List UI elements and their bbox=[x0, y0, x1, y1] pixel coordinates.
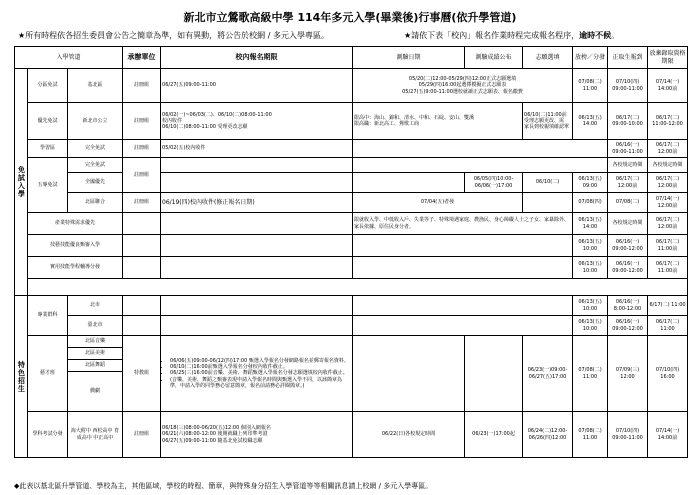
group-special-label: 特色招生 bbox=[15, 296, 28, 458]
cell-exam bbox=[353, 103, 523, 140]
cell-empty bbox=[353, 158, 608, 173]
cell-waive: 6/17(二) 11:00 bbox=[648, 296, 688, 316]
cell-school: 05/02(五)校內收件 bbox=[161, 140, 353, 158]
cell-region: 北區舞蹈 bbox=[68, 360, 123, 372]
table-row bbox=[15, 158, 688, 173]
cell-enroll: 06/17(二) 09:00-10:00 bbox=[608, 103, 648, 140]
cell-release: 06/13(五) 10:00 bbox=[573, 235, 608, 257]
header-waive: 放棄錄取資格期限 bbox=[648, 47, 688, 69]
cell-school bbox=[161, 296, 353, 316]
cell-empty bbox=[353, 296, 573, 316]
line: 校內收件 bbox=[162, 117, 183, 124]
header-enroll: 正取生報到 bbox=[608, 47, 648, 69]
cell-waive: 06/17(二) 12:00前 bbox=[648, 173, 688, 193]
cell-region: 戲劇 bbox=[68, 372, 123, 412]
cell-waive: 06/17(二) 12:00前 bbox=[648, 140, 688, 158]
cell-channel: 技藝技能優良甄審入學 bbox=[28, 235, 123, 257]
cell-empty bbox=[353, 140, 608, 158]
cell-waive: 各校規定時間 bbox=[648, 158, 688, 173]
document-title: 新北市立鶯歌高級中學 114年多元入學(畢業後)行事曆(依升學管道) bbox=[183, 11, 517, 24]
cell-unit bbox=[123, 213, 161, 235]
cell-region: 全國優先 bbox=[68, 173, 123, 193]
cell-enroll: 06/16(一) 8:00-12:00 bbox=[608, 296, 648, 316]
school-notes-list bbox=[162, 358, 351, 389]
cell-school bbox=[161, 412, 353, 458]
cell-region: 基北區 bbox=[68, 69, 123, 103]
cell-enroll: 06/16(一) 09:00-12:00 bbox=[608, 235, 648, 257]
cell-waive: 07/14(一) 14:00前 bbox=[648, 412, 688, 458]
line: 12:00前 bbox=[657, 202, 678, 209]
cell-release: 06/13(五) 10:00 bbox=[573, 316, 608, 336]
cell-release: 06/13(五) 10:00 bbox=[573, 296, 608, 316]
list-item: • 06/06(五)09:00-06/12(四)17:00 甄選入學報名分發網路報名並郵寄報名資料。 bbox=[170, 358, 351, 364]
cell-waive: 06/17(二) 12:00前 bbox=[648, 213, 688, 235]
cell-release: 07/08(二) 11:00 bbox=[573, 69, 608, 103]
table-row bbox=[15, 296, 688, 316]
line: 受理志願更改、需 bbox=[524, 117, 565, 124]
cell-empty bbox=[353, 235, 573, 257]
cell-school bbox=[161, 235, 353, 257]
cell-release: 07/08(二) 11:00 bbox=[573, 412, 608, 458]
cell-channel: 專業群科 bbox=[28, 296, 68, 336]
cell-release: 06/13(五) 14:00 bbox=[573, 103, 608, 140]
table-row bbox=[15, 213, 688, 235]
line: 06/02(一)~06/03(二)、06/10(二)08:00-11:00 bbox=[162, 111, 272, 118]
table-header-row bbox=[15, 47, 688, 69]
header-unit: 承辦單位 bbox=[123, 47, 161, 69]
cell-exam: 06/22(日)各校規定時間 bbox=[353, 412, 465, 458]
cell-score: 06/23(一)17:00起 bbox=[465, 412, 523, 458]
cell-school bbox=[161, 158, 353, 173]
cell-unit: 註冊組 bbox=[123, 412, 161, 458]
cell-release: 07/08(二) 11:00 bbox=[573, 336, 608, 412]
cell-channel: 學習區 bbox=[28, 140, 68, 158]
table-row bbox=[15, 257, 688, 279]
table-row bbox=[15, 235, 688, 257]
cell-choice bbox=[523, 103, 573, 140]
cell-enroll: 各校規定時間 bbox=[608, 213, 648, 235]
footnote: ◆此表以基北區升學管道、學校為主，其他區域，學校的時程、簡章，與特殊身分招生入學管道等等相關訊息請上校網 / 多元入學專區。 bbox=[14, 482, 433, 490]
cell-school bbox=[161, 103, 353, 140]
cell-region: 海大附中 西松高中 育成高中 中正高中 bbox=[68, 412, 123, 458]
cell-release: 06/13(五) 14:00 bbox=[573, 213, 608, 235]
cell-score bbox=[465, 336, 523, 412]
cell-empty bbox=[353, 316, 573, 336]
cell-score: 07/04(五)者發 bbox=[353, 193, 523, 213]
line: 06/10(二)08:00-11:00 受理更改志願 bbox=[162, 124, 248, 131]
cell-enroll: 07/09(三) 12:00 bbox=[608, 336, 648, 412]
cell-empty bbox=[353, 257, 573, 279]
line: 07/14(一) bbox=[655, 196, 680, 203]
cell-region: 完全免試 bbox=[68, 158, 123, 173]
cell-unit bbox=[123, 296, 161, 316]
cell-channel: 藝才班 bbox=[28, 336, 68, 412]
cell-enroll: 06/16(一) 09:00-11:00 bbox=[608, 140, 648, 158]
table-row bbox=[15, 69, 688, 103]
line: 06/27(五)09:00-11:00 隨基北免試校職志願 bbox=[162, 437, 263, 444]
cell-channel: 五專免試 bbox=[28, 158, 68, 213]
header-release: 放榜／分發 bbox=[573, 47, 608, 69]
cell-enroll: 各校規定時間 bbox=[608, 158, 648, 173]
header-school: 校內報名期限 bbox=[161, 47, 353, 69]
line: 限高中：海山、錦和、清水、中和、石碇、安山、雙溪 bbox=[354, 114, 475, 121]
cell-enroll: 06/16(一) 09:00-12:00 bbox=[608, 257, 648, 279]
note-right-text: ★請依下表「校內」報名作業時程完成報名程序， bbox=[404, 31, 580, 40]
cell-waive: 06/17(二) 11:00-12:00 bbox=[648, 103, 688, 140]
cell-waive: 06/17(二) 11:00前 bbox=[648, 257, 688, 279]
cell-unit bbox=[123, 316, 161, 336]
cell-region: 臺北市 bbox=[68, 316, 123, 336]
line: 05/29(四)16:00起選擇模擬正式志願表 bbox=[418, 82, 507, 89]
cell-region: 新北市公立 bbox=[68, 103, 123, 140]
cell-exam bbox=[353, 69, 573, 103]
cell-exam: 限就收入學、中低收入戶、失業等子、特殊境遇家庭、農漁民、身心障礙人士之子女、家暴除外、家長依據、原住民身分者。 bbox=[353, 213, 573, 235]
table-row bbox=[15, 173, 688, 193]
cell-exam bbox=[353, 173, 465, 193]
header-exam: 測驗日期 bbox=[353, 47, 465, 69]
cell-enroll: 07/08(二) bbox=[608, 193, 648, 213]
table-row bbox=[15, 279, 688, 296]
cell-unit: 註冊組 bbox=[123, 69, 161, 103]
cell-unit bbox=[123, 257, 161, 279]
cell-waive bbox=[648, 193, 688, 213]
cell-release: 06/13(五) 10:00 bbox=[573, 257, 608, 279]
table-row bbox=[15, 316, 688, 336]
cell-enroll: 06/16(一) 09:00-12:00 bbox=[608, 316, 648, 336]
cell-channel: 產業特殊需求優先 bbox=[28, 213, 123, 235]
note-right bbox=[404, 30, 619, 41]
cell-region: 北區音樂 bbox=[68, 336, 123, 348]
list-item: • 06/25(三)16:00前音樂、美術、舞蹈甄選入學報名分發志願選填校內收件截止。 bbox=[170, 370, 351, 376]
cell-waive: 06/17(二) 11:00前 bbox=[648, 235, 688, 257]
cell-exam bbox=[353, 336, 465, 412]
cell-region: 北區美術 bbox=[68, 348, 123, 360]
table-row bbox=[15, 336, 688, 348]
cell-release: 06/13(五) 09:00 bbox=[573, 173, 608, 193]
cell-choice bbox=[523, 193, 573, 213]
table-row bbox=[15, 140, 688, 158]
cell-enroll: 06/17(二) 12:00前 bbox=[608, 173, 648, 193]
table-row bbox=[15, 103, 688, 140]
cell-region: 北區聯合 bbox=[68, 193, 123, 213]
cell-choice: 06/23(一)09:00- 06/27(五)17:00 bbox=[523, 336, 573, 412]
cell-release: 07/08(四) bbox=[573, 193, 608, 213]
cell-unit: 註冊組 bbox=[123, 103, 161, 140]
header-score: 測驗成績公布 bbox=[465, 47, 523, 69]
cell-enroll: 07/10(四) 09:00-11:00 bbox=[608, 412, 648, 458]
cell-channel: 優先免試 bbox=[28, 103, 68, 140]
cell-school bbox=[161, 336, 353, 412]
cell-channel: 學科考試分發 bbox=[28, 412, 68, 458]
cell-region: 完全免試 bbox=[68, 140, 123, 158]
group-free-label: 免試入學 bbox=[15, 69, 28, 296]
cell-school bbox=[161, 316, 353, 336]
header-channel: 入學管道 bbox=[15, 47, 123, 69]
cell-channel: 實用技能學程輔導分發 bbox=[28, 257, 123, 279]
cell-school bbox=[161, 257, 353, 279]
note-right-bold: 逾時不候 bbox=[579, 31, 612, 40]
cell-waive: 06/17(二) 11:00 bbox=[648, 316, 688, 336]
cell-waive: 07/10(四) 16:00 bbox=[648, 336, 688, 412]
cell-unit: 特教組 bbox=[123, 336, 161, 412]
cell-region: 北市 bbox=[68, 296, 123, 316]
table-row bbox=[15, 412, 688, 458]
cell-choice: 06/10(二) bbox=[523, 173, 573, 193]
cell-school bbox=[161, 173, 353, 193]
cell-unit: 註冊組 bbox=[123, 158, 161, 193]
line: 06/18(三)08:00-06/20(五)12:00 個別入網報名 bbox=[162, 425, 271, 432]
table-row bbox=[15, 193, 688, 213]
line: 限高職：新北高工、鶯歌工商 bbox=[354, 121, 420, 127]
header-choice: 志願選填 bbox=[523, 47, 573, 69]
line: 06/21(六)08:00-12:00 後開就職上列印準考證 bbox=[162, 431, 268, 438]
cell-unit bbox=[123, 235, 161, 257]
cell-channel: 分區免試 bbox=[28, 69, 68, 103]
note-left: ★所有時程依各招生委員會公告之簡章為準，如有異動，將公告於校網 / 多元入學專區。 bbox=[18, 31, 329, 40]
cell-waive: 07/14(一) 14:00前 bbox=[648, 69, 688, 103]
cell-score: 06/05(四)10:00- 06/06(一)17:00 bbox=[465, 173, 523, 193]
cell-choice: 06/24(二)12:00- 06/26(四)12:00 bbox=[523, 412, 573, 458]
list-item: • (音樂、美術、舞蹈之甄審表現申請入學報名時間與甄選入學不同，以該簡章為準，申請入學的同學務必留意簡章，報名前請務必詳閱簡章。) bbox=[170, 377, 351, 390]
line: 家長到校親填確認單 bbox=[524, 124, 570, 131]
schedule-table bbox=[14, 46, 688, 458]
line: 05/27(五)9:00-11:00選校就讀正式志願表、報名繳費 bbox=[402, 88, 523, 95]
line: 05/20(二)12:00-05/29(四)12:00正式志願選填 bbox=[408, 76, 517, 83]
line: 06/10(二)11:00前 bbox=[524, 111, 567, 118]
cell-unit: 註冊組 bbox=[123, 140, 161, 158]
cell-school: 06/27(五)09:00-11:00 bbox=[161, 69, 353, 103]
cell-school bbox=[161, 213, 353, 235]
note-right-end: 。 bbox=[611, 31, 620, 40]
cell-school: 06/19(四)校內收件(修正報名日期) bbox=[161, 193, 353, 213]
list-item: • 06/10(二)16:00前甄選入學報名分發校內收件截止。 bbox=[170, 364, 351, 370]
cell-enroll: 07/10(四) 09:00-11:00 bbox=[608, 69, 648, 103]
cell-empty bbox=[28, 279, 688, 296]
cell-unit: 註冊組 bbox=[123, 193, 161, 213]
